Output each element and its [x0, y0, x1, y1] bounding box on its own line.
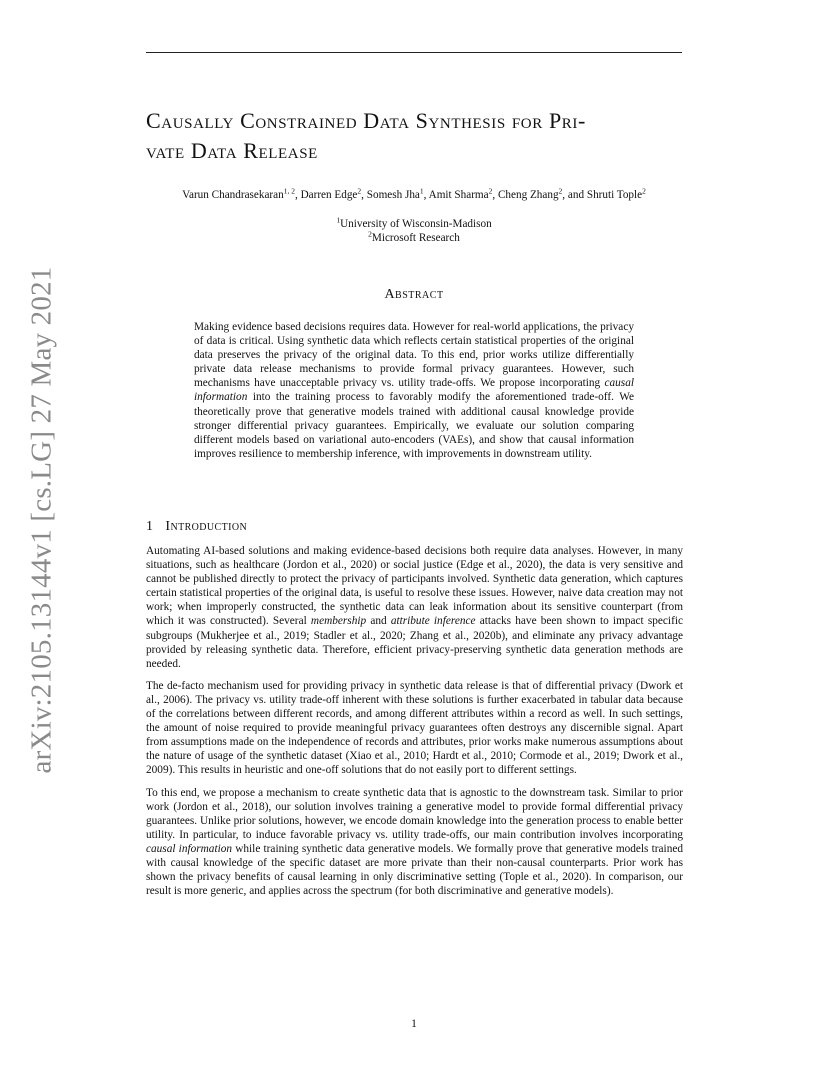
paper-title — [146, 106, 706, 166]
author: Varun Chandrasekaran$^{1, 2}$, — [182, 186, 301, 201]
section-title: Introduction — [165, 519, 248, 534]
top-rule — [146, 52, 682, 53]
author: Cheng Zhang$^2$, and — [497, 186, 587, 201]
arxiv-id: arXiv:2105.13144v1 [cs.LG] 27 May 2021 — [25, 266, 58, 774]
paragraph: Automating AI-based solutions and making evidence-based decisions both require data analyses. However, in many situations, such as healthcare (Jordon et al., 2020) or social justice (Edge et al., 2020), the data is very sensitive and cannot be published directly to protect the privacy of participants involved. Synthetic data generation, which captures certain statistical properties of the original data, is useful to resolve these issues. However, naive data creation may not work; when improperly constructed, the synthetic data can leak information about its sensitive counterpart (from which it was constructed). Several membership and attribute inference attacks have been shown to impact specific subgroups (Mukherjee et al., 2019; Stadler et al., 2020; Zhang et al., 2020b), and eliminate any privacy advantage provided by releasing synthetic data. Therefore, efficient privacy-preserving synthetic data generation methods are needed. — [146, 545, 683, 670]
abstract-heading: Abstract — [384, 287, 444, 302]
affiliations — [146, 217, 682, 245]
paragraph: The de-facto mechanism used for providing privacy in synthetic data release is that of differential privacy (Dwork et al., 2006). The privacy vs. utility trade-off inherent with these solutions is further exacerbated in tabular data because of the correlations between different records, and among different attributes within a record as well. In such settings, the amount of noise required to provide meaningful privacy guarantees often destroys any discernible signal. Apart from assumptions made on the independence of records and attributes, prior works make numerous assumptions about the nature of usage of the synthetic dataset (Xiao et al., 2010; Hardt et al., 2010; Cormode et al., 2019; Dwork et al., 2009). This results in heuristic and one-off solutions that do not easily port to different settings. — [146, 679, 683, 777]
author: Amit Sharma$^2$, — [428, 186, 498, 201]
title-line-2: vate Data Release — [146, 138, 318, 163]
section-heading-introduction — [146, 519, 247, 535]
affiliation: $^1$University of Wisconsin-Madison — [336, 215, 492, 230]
section-number: 1 — [146, 519, 154, 534]
affiliation: $^2$Microsoft Research — [368, 229, 460, 244]
paragraph: To this end, we propose a mechanism to create synthetic data that is agnostic to the downstream task. Similar to prior work (Jordon et al., 2018), our solution involves training a generative model to provide formal differential privacy guarantees. Unlike prior solutions, however, we encode domain knowledge into the generation process to enable better utility. In particular, to induce favorable privacy vs. utility trade-offs, our main contribution involves incorporating causal information while training synthetic data generative models. We formally prove that generative models trained with causal knowledge of the specific dataset are more private than their non-causal counterparts. Prior work has shown the privacy benefits of causal learning in only discriminative setting (Tople et al., 2020). In comparison, our result is more generic, and applies across the spectrum (for both discriminative and generative models). — [146, 786, 684, 898]
author: Somesh Jha$^1$, — [366, 186, 429, 201]
author: Darren Edge$^2$, — [300, 186, 367, 201]
abstract-text: Making evidence based decisions requires data. However for real-world applications, the privacy of data is critical. Using synthetic data which reflects certain statistical properties of the original data preserves the privacy of the original data. To this end, prior works utilize differentially private data release mechanisms to provide formal privacy guarantees. However, such mechanisms have unacceptable privacy vs. utility trade-offs. We propose incorporating causal information into the training process to favorably modify the aforementioned trade-off. We theoretically prove that generative models trained with additional causal knowledge provide stronger differential privacy guarantees. Empirically, we evaluate our solution comparing different models based on variational auto-encoders (VAEs), and show that causal information improves resilience to membership inference, with improvements in downstream utility. — [194, 321, 634, 460]
body-text — [146, 544, 683, 906]
author: Shruti Tople$^2$ — [586, 186, 646, 201]
title-line-1: Causally Constrained Data Synthesis for Pri- — [146, 108, 586, 133]
author-list — [146, 186, 682, 201]
page-number: 1 — [411, 1018, 417, 1030]
